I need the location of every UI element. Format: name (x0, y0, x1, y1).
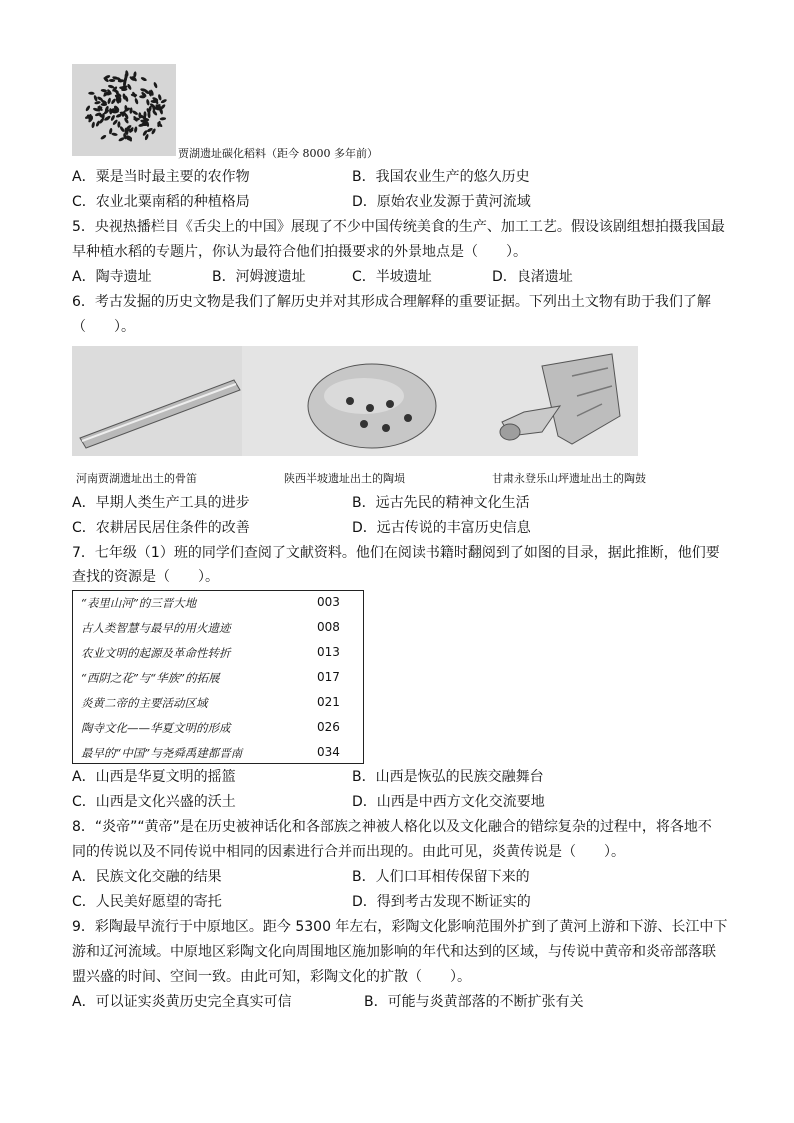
pottery-xun-caption: 陕西半坡遗址出土的陶埙 (284, 472, 405, 485)
toc-entry (81, 670, 355, 690)
q8-stem-line1: 8．“炎帝”“黄帝”是在历史被神话化和各部族之神被人格化以及文化融合的错综复杂的过程中，将各地不 (72, 819, 712, 835)
toc-entry (81, 645, 355, 665)
toc-entry-page: 003 (317, 595, 340, 609)
toc-entry (81, 695, 355, 715)
q5-option-c[interactable]: C．半坡遗址 (352, 269, 432, 285)
q9-stem-line3: 盟兴盛的时间、空间一致。由此可知，彩陶文化的扩散（ ）。 (72, 969, 471, 985)
toc-entry-title: 陶寺文化——华夏文明的形成 (81, 721, 231, 735)
q8-option-d[interactable]: D．得到考古发现不断证实的 (352, 894, 531, 910)
q7-stem-line1: 7．七年级（1）班的同学们查阅了文献资料。他们在阅读书籍时翻阅到了如图的目录，据此推断，他们要 (72, 545, 720, 561)
toc-entry-page: 026 (317, 720, 340, 734)
toc-entry-title: 古人类智慧与最早的用火遗迹 (81, 621, 231, 635)
q8-option-a[interactable]: A．民族文化交融的结果 (72, 869, 222, 885)
toc-entry (81, 745, 355, 765)
toc-entry-page: 017 (317, 670, 340, 684)
pottery-xun-icon (308, 364, 436, 448)
rice-photo-caption: 贾湖遗址碳化稻料（距今 8000 多年前） (178, 147, 378, 160)
toc-entry-title: 炎黄二帝的主要活动区域 (81, 696, 208, 710)
q6-option-a[interactable]: A．早期人类生产工具的进步 (72, 495, 250, 511)
toc-entry (81, 595, 355, 615)
q5-stem-line2: 早种植水稻的专题片，你认为最符合他们拍摄要求的外景地点是（ ）。 (72, 244, 527, 260)
toc-entry-page: 021 (317, 695, 340, 709)
q8-option-c[interactable]: C．人民美好愿望的寄托 (72, 894, 222, 910)
toc-entry (81, 720, 355, 740)
q6-option-b[interactable]: B．远古先民的精神文化生活 (352, 495, 530, 511)
toc-entry (81, 620, 355, 640)
bone-flute-caption: 河南贾湖遗址出土的骨笛 (76, 472, 197, 485)
q5-option-b[interactable]: B．河姆渡遗址 (212, 269, 306, 285)
q7-stem-line2: 查找的资源是（ ）。 (72, 569, 219, 585)
q9-option-b[interactable]: B．可能与炎黄部落的不断扩张有关 (364, 994, 584, 1010)
toc-entry-page: 034 (317, 745, 340, 759)
q8-option-b[interactable]: B．人们口耳相传保留下来的 (352, 869, 530, 885)
toc-entry-title: 农业文明的起源及革命性转折 (81, 646, 231, 660)
q4-option-c[interactable]: C．农业北粟南稻的种植格局 (72, 194, 250, 210)
q6-stem-line1: 6．考古发掘的历史文物是我们了解历史并对其形成合理解释的重要证据。下列出土文物有助于我们了解 (72, 294, 711, 310)
q4-option-d[interactable]: D．原始农业发源于黄河流域 (352, 194, 531, 210)
q5-option-d[interactable]: D．良渚遗址 (492, 269, 573, 285)
artifacts-photo-strip (72, 346, 638, 456)
q6-stem-line2: （ ）。 (72, 319, 135, 335)
q8-stem-line2: 同的传说以及不同传说中相同的因素进行合并而出现的。由此可见，炎黄传说是（ ）。 (72, 844, 625, 860)
q9-stem-line1: 9．彩陶最早流行于中原地区。距今 5300 年左右，彩陶文化影响范围外扩到了黄河上游和下游、长江中下 (72, 919, 728, 935)
toc-entry-title: “表里山河”的三晋大地 (81, 596, 197, 610)
q4-option-a[interactable]: A．粟是当时最主要的农作物 (72, 169, 250, 185)
q7-option-c[interactable]: C．山西是文化兴盛的沃土 (72, 794, 236, 810)
q4-option-b[interactable]: B．我国农业生产的悠久历史 (352, 169, 530, 185)
q9-stem-line2: 游和辽河流域。中原地区彩陶文化向周围地区施加影响的年代和达到的区域，与传说中黄帝和炎帝部落联 (72, 944, 716, 960)
q5-option-a[interactable]: A．陶寺遗址 (72, 269, 152, 285)
q6-option-c[interactable]: C．农耕居民居住条件的改善 (72, 520, 250, 536)
q7-option-a[interactable]: A．山西是华夏文明的摇篮 (72, 769, 236, 785)
table-of-contents (72, 590, 364, 764)
q5-stem-line1: 5．央视热播栏目《舌尖上的中国》展现了不少中国传统美食的生产、加工工艺。假设该剧组想拍摄我国最 (72, 219, 725, 235)
toc-entry-title: “西阴之花”与“华族”的拓展 (81, 671, 220, 685)
q7-option-b[interactable]: B．山西是恢弘的民族交融舞台 (352, 769, 544, 785)
toc-entry-title: 最早的“中国”与尧舜禹建都晋南 (81, 746, 243, 760)
pottery-drum-caption: 甘肃永登乐山坪遗址出土的陶鼓 (492, 472, 646, 485)
q7-option-d[interactable]: D．山西是中西方文化交流要地 (352, 794, 545, 810)
toc-entry-page: 013 (317, 645, 340, 659)
q9-option-a[interactable]: A．可以证实炎黄历史完全真实可信 (72, 994, 292, 1010)
carbonized-rice-photo (72, 64, 176, 156)
q6-option-d[interactable]: D．远古传说的丰富历史信息 (352, 520, 531, 536)
toc-entry-page: 008 (317, 620, 340, 634)
